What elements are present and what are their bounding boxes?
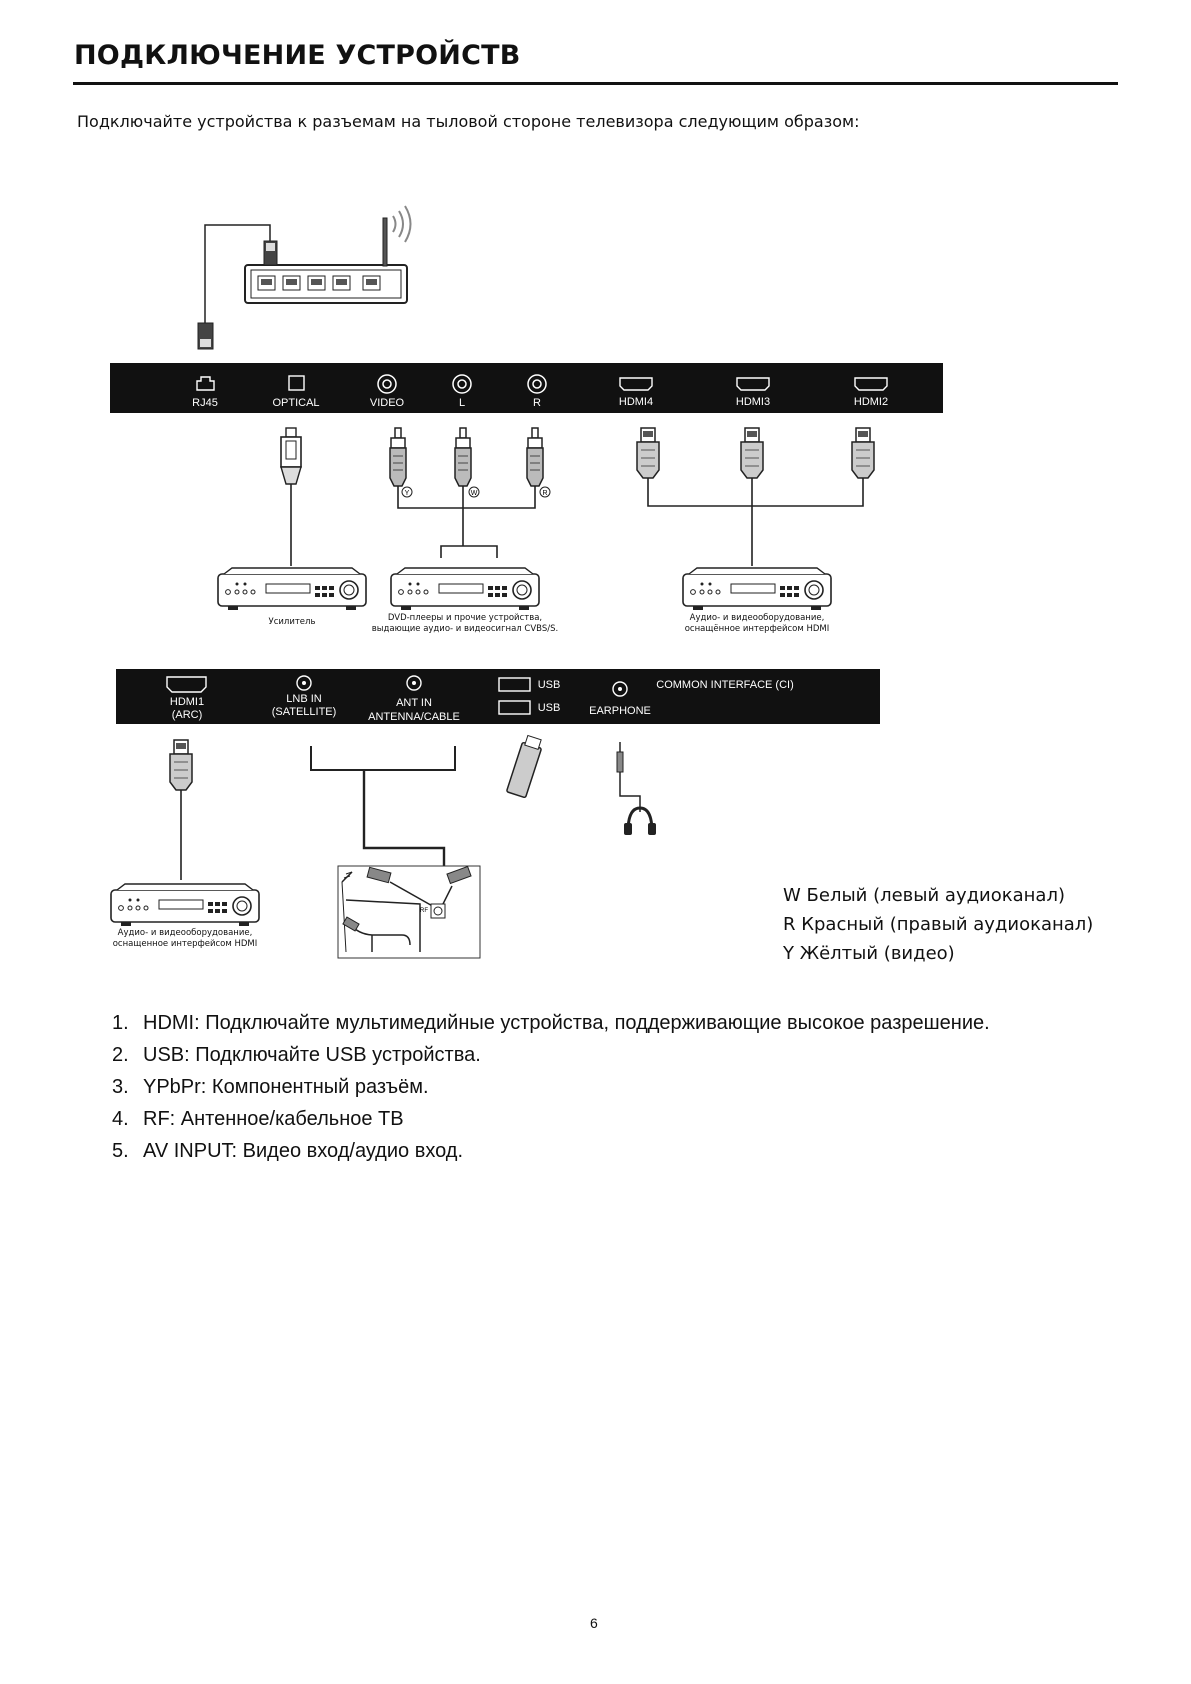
port-label-optical: OPTICAL [272,397,320,409]
port-label-arc: (ARC) [171,709,203,721]
hdmi-av-device [683,568,831,610]
hdmi1-cable [170,740,192,880]
amplifier-caption: Усилитель [268,617,316,627]
hdmi-cables-upper [637,428,874,566]
connection-diagram [0,180,1191,980]
port-label-satellite: (SATELLITE) [271,706,337,718]
antenna-connection [311,746,480,958]
port-label-r: R [533,397,541,409]
list-item-number: 1. [112,1012,129,1034]
legend-yellow: Y Жёлтый (видео) [783,943,955,964]
hdmi1-device-caption-line2: оснащенное интерфейсом HDMI [112,939,258,949]
intro-text: Подключайте устройства к разъемам на тыловой стороне телевизора следующим образом: [77,112,860,131]
port-label-hdmi4: HDMI4 [618,396,654,408]
dvd-caption-line1: DVD-плееры и прочие устройства, [387,613,543,623]
title-divider [73,82,1118,85]
port-label-antenna-cable: ANTENNA/CABLE [368,711,460,723]
lower-port-panel [116,669,880,724]
legend-red: R Красный (правый аудиоканал) [783,914,1094,935]
color-legend [783,881,1093,968]
port-label-hdmi2: HDMI2 [853,396,889,408]
list-item [112,1007,993,1039]
list-item-text: AV INPUT: Видео вход/аудио вход. [143,1140,464,1162]
list-item-number: 4. [112,1108,129,1130]
rca-marker-r: R [542,490,548,497]
dvd-device [391,568,539,610]
headphones-icon [624,808,656,835]
list-item [112,1071,993,1103]
rca-marker-y: Y [404,490,410,497]
amplifier-device [218,568,366,610]
legend-white: W Белый (левый аудиоканал) [783,885,1065,906]
list-item-number: 3. [112,1076,129,1098]
hdmi1-device-caption-line1: Аудио- и видеооборудование, [117,928,253,938]
port-label-hdmi1: HDMI1 [169,696,205,708]
port-label-rj45: RJ45 [192,397,218,409]
earphone-cable [617,742,640,812]
port-label-lnb: LNB IN [286,693,322,705]
rf-label: RF [420,908,428,914]
port-label-l: L [458,397,466,409]
usb-stick-icon [506,735,544,798]
hdmi1-av-device [111,884,259,926]
hdmi-device-caption-line1: Аудио- и видеооборудование, [689,613,825,623]
list-item [112,1039,993,1071]
port-label-video: VIDEO [369,397,405,409]
port-label-ci: COMMON INTERFACE (CI) [656,679,794,691]
rca-cables [390,428,550,558]
list-item-text: YPbPr: Компонентный разъём. [143,1076,429,1098]
page-number: 6 [590,1615,598,1631]
list-item-text: USB: Подключайте USB устройства. [143,1044,481,1066]
list-item-text: RF: Антенное/кабельное ТВ [143,1108,404,1130]
optical-cable [281,428,301,566]
upper-port-panel [110,363,943,413]
rca-marker-w: W [470,490,478,497]
port-label-usb-2: USB [537,702,561,714]
port-label-hdmi3: HDMI3 [735,396,771,408]
list-item-number: 2. [112,1044,129,1066]
list-item [112,1135,993,1167]
list-item-number: 5. [112,1140,129,1162]
notes-list [112,1007,993,1167]
list-item-text: HDMI: Подключайте мультимедийные устройства, поддерживающие высокое разрешение. [143,1012,990,1034]
hdmi-device-caption-line2: оснащённое интерфейсом HDMI [684,624,830,634]
list-item [112,1103,993,1135]
port-label-usb-1: USB [537,679,561,691]
page-title: ПОДКЛЮЧЕНИЕ УСТРОЙСТВ [74,40,521,71]
dvd-caption-line2: выдающие аудио- и видеосигнал CVBS/S. [371,624,559,634]
port-label-earphone: EARPHONE [589,705,651,717]
port-label-ant: ANT IN [396,697,432,709]
